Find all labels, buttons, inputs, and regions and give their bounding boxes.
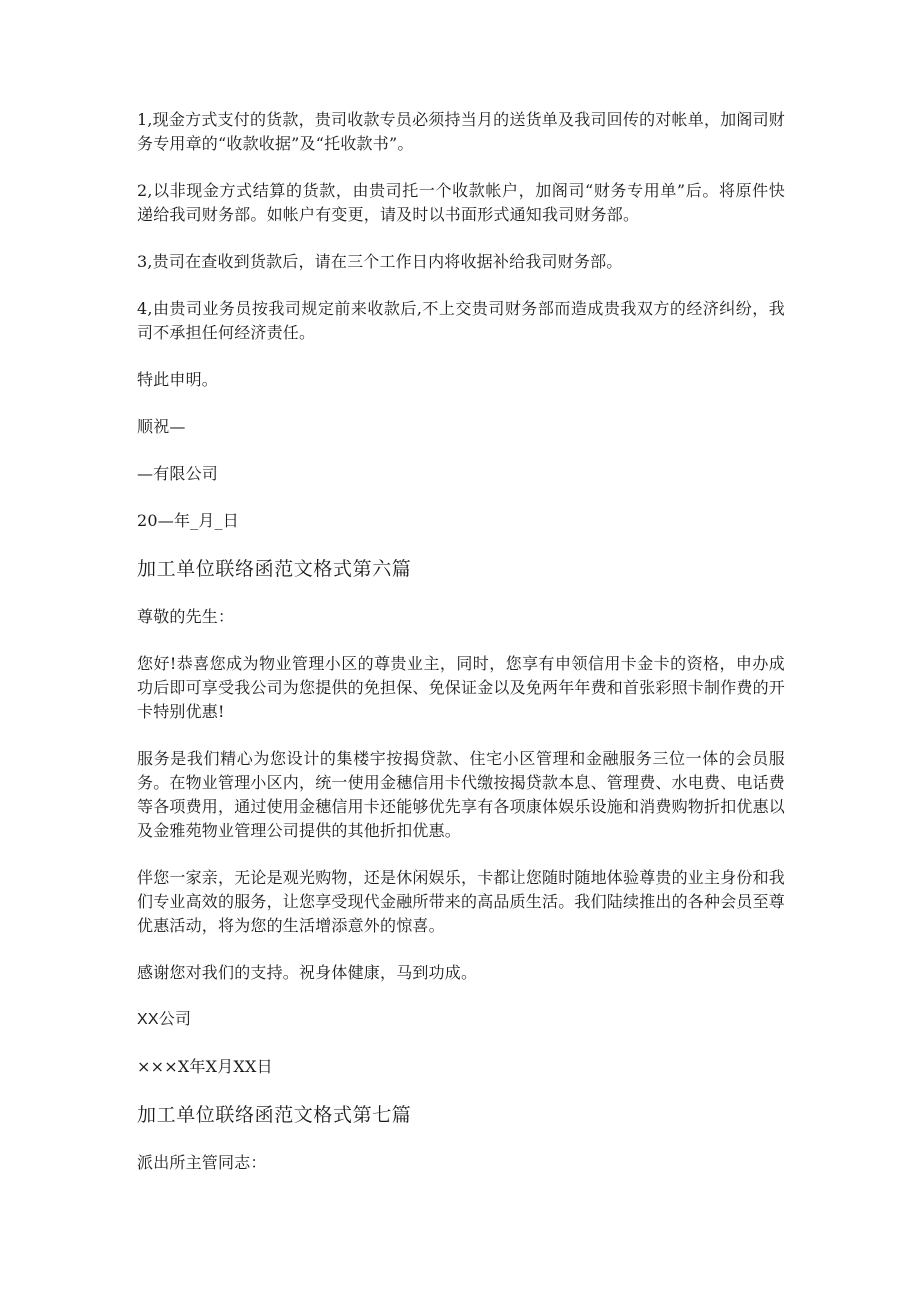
signature-date-6: ×××X年X月XX日 — [137, 1057, 273, 1076]
paragraph-6-4: 感谢您对我们的支持。祝身体健康，马到功成。 — [137, 963, 478, 982]
list-item-2: 2,以非现金方式结算的货款，由贵司托一个收款帐户，加阁司“财务专用单”后。将原件快递给我司财务部。如帐户有变更，请及时以书面形式通知我司财务部。 — [137, 181, 785, 224]
list-item-3: 3,贵司在查收到货款后，请在三个工作日内将收据补给我司财务部。 — [137, 252, 623, 271]
closing-statement: 特此申明。 — [137, 370, 219, 389]
list-item-4: 4,由贵司业务员按我司规定前来收款后,不上交贵司财务部而造成贵我双方的经济纠纷，我司不承担任何经济责任。 — [137, 299, 785, 342]
list-item-1: 1,现金方式支付的货款，贵司收款专员必须持当月的送货单及我司回传的对帐单，加阁司财务专用章的“收款收据”及“托收款书”。 — [137, 110, 785, 153]
paragraph-6-2: 服务是我们精心为您设计的集楼宇按揭贷款、住宅小区管理和金融服务三位一体的会员服务。在物业管理小区内，统一使用金穗信用卡代缴按揭贷款本息、管理费、水电费、电话费等各项费用，通过使用金穗信用卡还能够优先享有各项康体娱乐设施和消费购物折扣优惠以及金雅苑物业管理公司提供的其他折扣优惠。 — [137, 749, 786, 840]
paragraph-6-1: 您好!恭喜您成为物业管理小区的尊贵业主，同时，您享有申领信用卡金卡的资格，申办成功后即可享受我公司为您提供的免担保、免保证金以及免两年年费和首张彩照卡制作费的开卡特别优惠! — [137, 654, 786, 721]
paragraph-6-3: 伴您一家亲，无论是观光购物，还是休闲娱乐，卡都让您随时随地体验尊贵的业主身份和我们专业高效的服务，让您享受现代金融所带来的高品质生活。我们陆续推出的各种会员至尊优惠活动，将为您的生活增添意外的惊喜。 — [137, 868, 786, 935]
signature-company: —有限公司 — [137, 464, 219, 483]
section-title-7: 加工单位联络函范文格式第七篇 — [137, 1104, 412, 1126]
salutation-6: 尊敬的先生： — [137, 607, 235, 626]
closing-regards: 顺祝— — [137, 417, 186, 436]
signature-date: 20—年_月_日 — [137, 511, 239, 530]
document-body — [137, 108, 785, 1175]
salutation-7: 派出所主管同志： — [137, 1153, 267, 1172]
signature-company-6: XX公司 — [137, 1011, 192, 1028]
section-title-6: 加工单位联络函范文格式第六篇 — [137, 558, 412, 580]
